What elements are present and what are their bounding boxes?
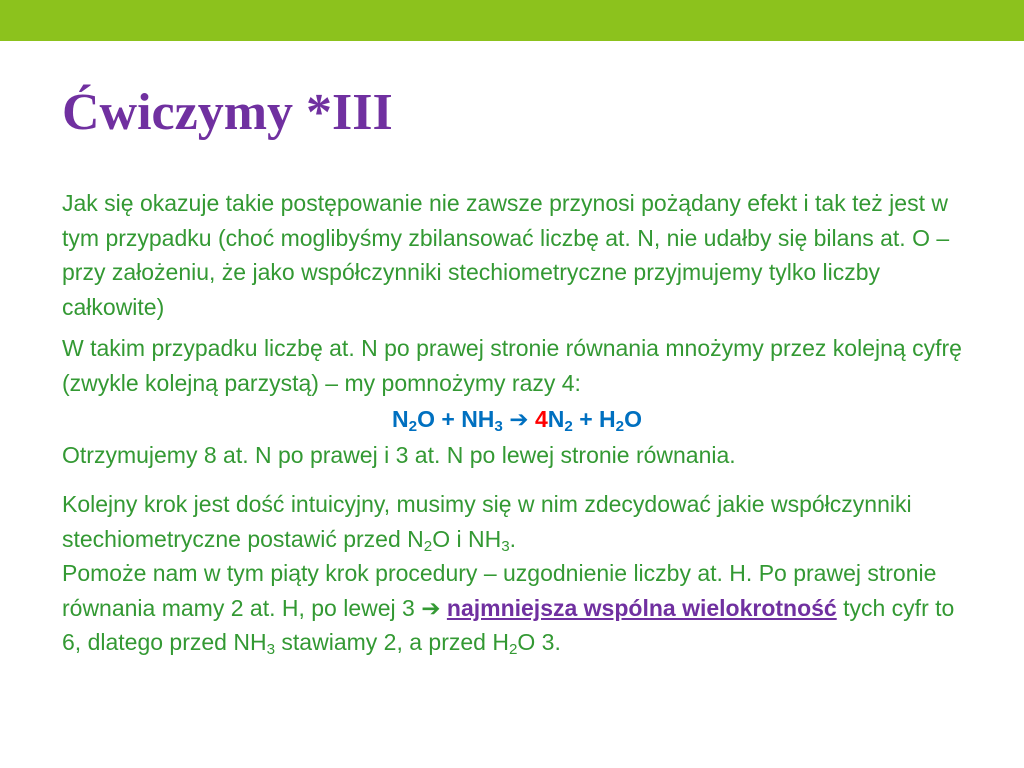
eq-part: + H [572, 406, 616, 432]
paragraph-3: Otrzymujemy 8 at. N po prawej i 3 at. N po lewej stronie równania. [62, 441, 736, 468]
p5-text: O 3. [517, 629, 561, 655]
p5-text: stawiamy 2, a przed H [275, 629, 509, 655]
p4-text: . [509, 525, 517, 552]
p4-subscript: 3 [501, 537, 510, 555]
arrow-icon: ➔ [502, 406, 535, 432]
lcm-link[interactable]: najmniejsza wspólna wielokrotność [446, 594, 837, 621]
eq-subscript: 2 [615, 417, 625, 435]
eq-part: N [547, 406, 565, 432]
paragraph-2: W takim przypadku liczbę at. N po prawej stronie równania mnożymy przez kolejną cyfrę (zwykle kolejną parzystą) – my pomnożymy razy 4: [62, 335, 962, 396]
eq-subscript: 3 [494, 417, 503, 435]
p4-subscript: 2 [423, 537, 433, 555]
p5-subscript: 2 [508, 640, 518, 658]
slide-content [62, 186, 972, 660]
p4-text: O i NH [432, 525, 502, 552]
p5-text: Pomoże nam w tym piąty krok procedury – uzgodnienie liczby at. H. Po prawej stronie równania mamy 2 at. H, po lewej 3 [62, 560, 937, 621]
chemical-equation [62, 402, 972, 437]
top-accent-bar [0, 0, 1024, 41]
paragraph-5 [62, 556, 972, 660]
p4-text: Kolejny krok jest dość intuicyjny, musimy się w nim zdecydować jakie współczynniki stechiometryczne postawić przed N [62, 491, 912, 552]
p5-subscript: 3 [266, 640, 276, 658]
eq-part: O + NH [417, 406, 495, 432]
eq-coefficient: 4 [534, 406, 548, 432]
paragraph-1: Jak się okazuje takie postępowanie nie zawsze przynosi pożądany efekt i tak też jest w tym przypadku (choć moglibyśmy zbilansować liczbę at. N, nie udałby się bilans at. O – przy założeniu, że jako współczynniki stechiometryczne przyjmujemy tylko liczby całkowite) [62, 190, 950, 320]
paragraph-4 [62, 487, 972, 556]
p5-text: tych cyfr to 6, dlatego przed NH [62, 594, 955, 655]
eq-part: N [392, 406, 409, 432]
arrow-icon: ➔ [421, 594, 441, 621]
eq-part: O [624, 406, 642, 432]
slide-title: Ćwiczymy *III [62, 84, 393, 141]
eq-subscript: 2 [564, 417, 573, 435]
eq-subscript: 2 [408, 417, 418, 435]
